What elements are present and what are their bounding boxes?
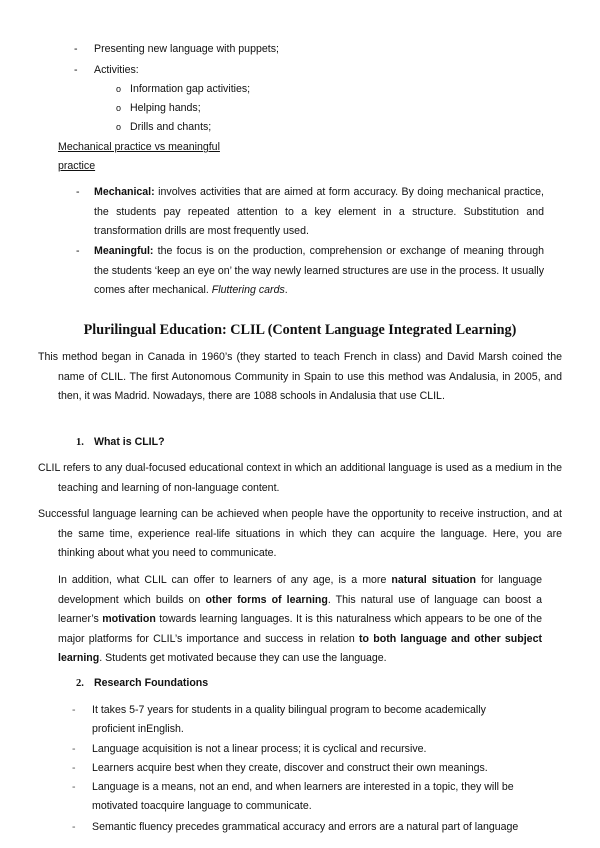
research-foundations-heading (76, 675, 208, 692)
dash-bullet: - (76, 245, 80, 257)
bold-text: other forms of learning (205, 593, 328, 606)
research-item-text: Learners acquire best when they create, discover and construct their own meanings. (92, 762, 488, 774)
dash-bullet: - (72, 704, 76, 716)
research-item-text: It takes 5-7 years for students in a quality bilingual program to become academically proficient inEnglish. (92, 704, 486, 735)
section-title: Plurilingual Education: CLIL (Content Language Integrated Learning) (83, 322, 517, 338)
mechanical-item (76, 183, 544, 242)
heading-number: 2. (76, 678, 84, 689)
circle-bullet: o (116, 84, 122, 94)
dash-bullet: - (72, 743, 76, 755)
paragraph-text: . Students get motivated because they can use the language. (99, 652, 387, 664)
dash-bullet: - (72, 762, 76, 774)
list-item-text: Presenting new language with puppets; (94, 43, 279, 55)
sub-list-item-text: Helping hands; (130, 102, 201, 114)
sub-list-item-text: Information gap activities; (130, 83, 251, 95)
dash-bullet: - (72, 781, 76, 793)
dash-bullet: - (74, 43, 78, 55)
paragraph-text: towards learning languages. It is this naturalness which appears to be one of the major platforms for CLIL’s importance and success in relation (58, 613, 542, 645)
circle-bullet: o (116, 103, 122, 113)
mechanical-heading-line2: practice (58, 160, 96, 172)
meaningful-italic: Fluttering cards (211, 284, 285, 296)
clil-definition-paragraph: CLIL refers to any dual-focused educational context in which an additional language is used as a medium in the teaching and learning of non-language content. (38, 462, 562, 494)
dash-bullet: - (72, 821, 76, 833)
list-item-text: Activities: (94, 64, 139, 76)
dash-bullet: - (76, 186, 80, 198)
paragraph-text: In addition, what CLIL can offer to learners of any age, is a more (58, 574, 392, 586)
research-item (72, 759, 522, 778)
successful-learning-paragraph: Successful language learning can be achieved when people have the opportunity to receive instruction, and at the same time, experience real-life situations in which they can acquire the language. Here, you are thinking about what you need to communicate. (38, 508, 562, 559)
paragraph-text: . This natural use of language can boost a learner’s (58, 593, 543, 625)
research-item (72, 701, 522, 739)
heading-number: 1. (76, 437, 84, 448)
meaningful-text: the focus is on the production, comprehension or exchange of meaning through the students ‘keep an eye on’ the way newly learned structures are use in the process. It usually comes after mechanical. (94, 245, 544, 296)
mechanical-heading-line1: Mechanical practice vs meaningful (58, 141, 220, 153)
bold-text: to both language and other subject learning (58, 632, 542, 664)
mechanical-heading (58, 138, 220, 176)
meaningful-label: Meaningful: (94, 245, 154, 257)
heading-text: Research Foundations (93, 677, 209, 689)
what-is-clil-heading (76, 434, 165, 451)
heading-text: What is CLIL? (93, 436, 165, 448)
intro-paragraph: This method began in Canada in 1960’s (they started to teach French in class) and David Marsh coined the name of CLIL. The first Autonomous Community in Spain to use this method was Andalusia, in 2005, and then, it was Madrid. Nowadays, there are 1088 schools in Andalusia that use CLIL. (38, 351, 562, 402)
research-item (72, 818, 522, 837)
mechanical-label: Mechanical: (94, 186, 155, 198)
dash-bullet: - (74, 64, 78, 76)
mechanical-text: involves activities that are aimed at form accuracy. By doing mechanical practice, the students pay repeated attention to a key element in a structure. Substitution and transformation drills are most frequently used. (94, 186, 544, 237)
research-item (72, 740, 522, 759)
bold-text: motivation (102, 613, 156, 625)
research-item-text: Language is a means, not an end, and when learners are interested in a topic, they will be motivated toacquire language to communicate. (92, 781, 514, 812)
meaningful-item (76, 242, 544, 301)
sub-list-item-text: Drills and chants; (130, 121, 212, 133)
meaningful-end: . (284, 284, 288, 296)
circle-bullet: o (116, 122, 122, 132)
paragraph-text: for language development which builds on (58, 574, 542, 606)
research-item-text: Language acquisition is not a linear process; it is cyclical and recursive. (92, 743, 427, 755)
research-item (72, 778, 522, 816)
research-item-text: Semantic fluency precedes grammatical accuracy and errors are a natural part of language (92, 821, 519, 833)
in-addition-paragraph (58, 571, 542, 669)
bold-text: natural situation (391, 574, 476, 586)
